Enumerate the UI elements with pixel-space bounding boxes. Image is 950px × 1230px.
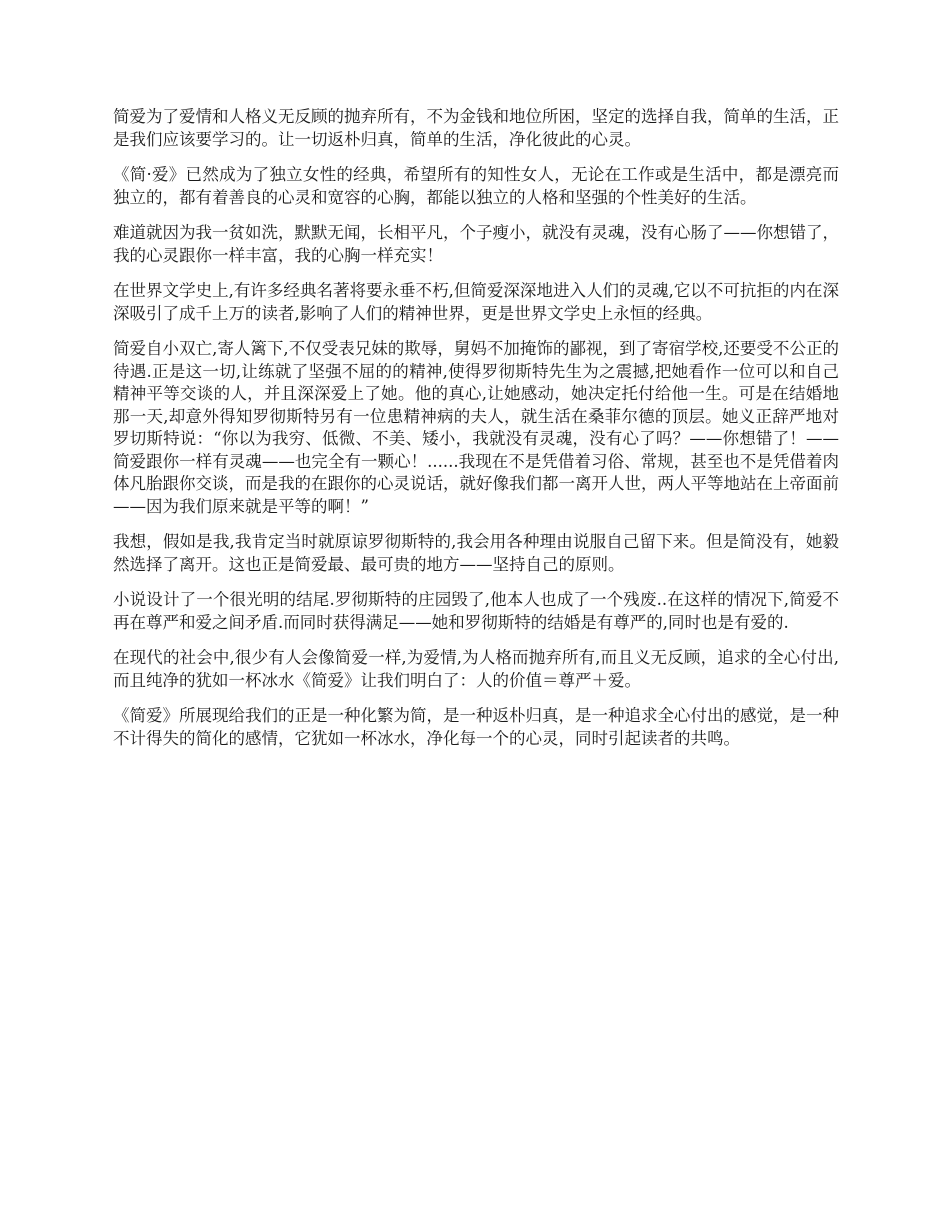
paragraph-5: 简爱自小双亡,寄人篱下,不仅受表兄妹的欺辱，舅妈不加掩饰的鄙视，到了寄宿学校,还要受不公正的待遇.正是这一切,让练就了坚强不屈的的精神,使得罗彻斯特先生为之震撼,把她看作一位可以和自己精神平等交谈的人，并且深深爱上了她。他的真心,让她感动，她决定托付给他一生。可是在结婚地那一天,却意外得知罗彻斯特另有一位患精神病的夫人，就生活在桑菲尔德的顶层。她义正辞严地对罗切斯特说：“你以为我穷、低微、不美、矮小，我就没有灵魂，没有心了吗？——你想错了！——简爱跟你一样有灵魂——也完全有一颗心！......我现在不是凭借着习俗、常规，甚至也不是凭借着肉体凡胎跟你交谈，而是我的在跟你的心灵说话，就好像我们都一离开人世，两人平等地站在上帝面前——因为我们原来就是平等的啊！” (113, 339, 839, 516)
paragraph-7: 小说设计了一个很光明的结尾.罗彻斯特的庄园毁了,他本人也成了一个残废..在这样的情况下,简爱不再在尊严和爱之间矛盾.而同时获得满足——她和罗彻斯特的结婚是有尊严的,同时也是有爱的. (113, 590, 839, 632)
document-body (113, 106, 839, 763)
paragraph-2: 《简·爱》已然成为了独立女性的经典，希望所有的知性女人，无论在工作或是生活中，都是漂亮而独立的，都有着善良的心灵和宽容的心胸，都能以独立的人格和坚强的个性美好的生活。 (113, 165, 839, 207)
paragraph-3: 难道就因为我一贫如洗，默默无闻，长相平凡，个子瘦小，就没有灵魂，没有心肠了——你想错了，我的心灵跟你一样丰富，我的心胸一样充实！ (113, 223, 839, 265)
paragraph-9: 《简爱》所展现给我们的正是一种化繁为简，是一种返朴归真，是一种追求全心付出的感觉，是一种不计得失的简化的感情，它犹如一杯冰水，净化每一个的心灵，同时引起读者的共鸣。 (113, 706, 839, 748)
paragraph-1: 简爱为了爱情和人格义无反顾的抛弃所有，不为金钱和地位所困，坚定的选择自我，简单的生活，正是我们应该要学习的。让一切返朴归真，简单的生活，净化彼此的心灵。 (113, 107, 839, 149)
paragraph-8: 在现代的社会中,很少有人会像简爱一样,为爱情,为人格而抛弃所有,而且义无反顾，追求的全心付出,而且纯净的犹如一杯冰水《简爱》让我们明白了：人的价值＝尊严＋爱。 (113, 648, 839, 690)
paragraph-4: 在世界文学史上,有许多经典名著将要永垂不朽,但简爱深深地进入人们的灵魂,它以不可抗拒的内在深深吸引了成千上万的读者,影响了人们的精神世界，更是世界文学史上永恒的经典。 (113, 281, 839, 323)
paragraph-6: 我想，假如是我,我肯定当时就原谅罗彻斯特的,我会用各种理由说服自己留下来。但是简没有，她毅然选择了离开。这也正是简爱最、最可贵的地方——坚持自己的原则。 (113, 532, 839, 574)
